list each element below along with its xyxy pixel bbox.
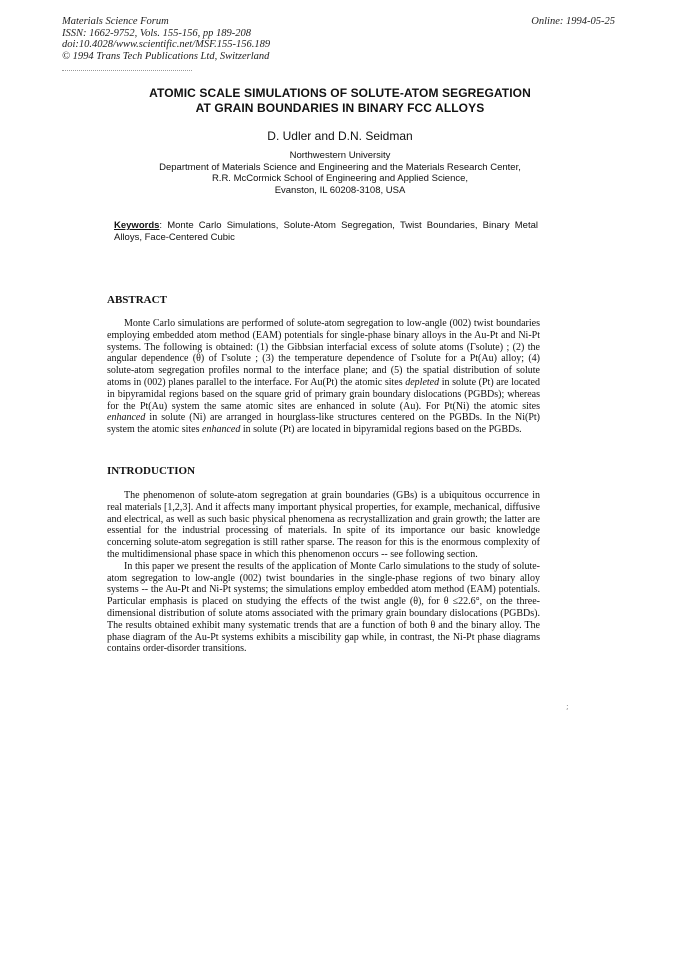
title-line-1: ATOMIC SCALE SIMULATIONS OF SOLUTE-ATOM SEGREGATION (149, 86, 531, 100)
affiliation (60, 150, 620, 196)
keywords (114, 220, 538, 244)
introduction-heading: INTRODUCTION (107, 465, 196, 477)
abstract-emphasis-3: enhanced (202, 424, 241, 436)
abstract-text-3: in solute (Ni) are arranged in hourglass-like structures centered on the PGBDs. In the Ni(Pt) system the atomic sites (107, 412, 540, 436)
affiliation-line-3: R.R. McCormick School of Engineering and Applied Science, (211, 173, 469, 184)
keywords-text: : Monte Carlo Simulations, Solute-Atom Segregation, Twist Boundaries, Binary Metal Alloys, Face-Centered Cubic (114, 220, 538, 243)
abstract-text-1: Monte Carlo simulations are performed of solute-atom segregation to low-angle (002) twist boundaries employing embedded atom method (EAM) potentials for single-phase binary alloys in the Au-Pt and Ni-Pt systems. The following is obtained: (1) the Gibbsian interfacial excess of solute atoms (Γsolute) ; (2) the angular dependence (θ) of Γsolute ; (3) the temperature dependence of Γsolute for a Pt(Au) alloy; (4) solute-atom segregation profiles normal to the interface plane; and (5) the spatial distribution of solute atoms in (002) planes parallel to the interface. For Au(Pt) the atomic sites (107, 318, 540, 388)
affiliation-line-1: Northwestern University (289, 150, 391, 161)
title-line-2: AT GRAIN BOUNDARIES IN BINARY FCC ALLOYS (195, 101, 485, 115)
journal-name: Materials Science Forum (62, 16, 169, 27)
copyright-line: © 1994 Trans Tech Publications Ltd, Switzerland (62, 50, 270, 62)
abstract-text-2: in solute (Pt) are located in bipyramidal regions based on the square grid of primary grain boundary dislocations (PGBDs); whereas for the Pt(Au) system the same atomic sites are enhanced in solute (Au). For Pt(Ni) the atomic sites (107, 376, 540, 412)
intro-paragraph-1: The phenomenon of solute-atom segregation at grain boundaries (GBs) is a ubiquitous occurrence in real materials [1,2,3]. And it affects many important physical properties, for example, mechanical, diffusive and electrical, as well as such basic physical phenomena as recrystallization and grain growth; the latter are essential for the industrial processing of materials. In spite of its importance our basic knowledge concerning solute-atom segregation is still rather sparse. The reason for this is the enormous complexity of the multidimensional phase space in which this phenomenon occurs -- see following section. (107, 490, 540, 560)
intro-paragraph-2: In this paper we present the results of the application of Monte Carlo simulations to the study of solute-atom segregation to low-angle (002) twist boundaries in the single-phase regions of two binary alloy systems -- the Au-Pt and Ni-Pt systems; the simulations employ embedded atom method (EAM) potentials. Particular emphasis is placed on studying the effects of the twist angle (θ), for θ ≤22.6°, on the three-dimensional distribution of solute atoms associated with the primary grain boundary dislocations (PGBDs). The results obtained exhibit many systematic trends that are a function of both θ and the binary alloy. The phase diagram of the Au-Pt systems exhibits a miscibility gap while, in contrast, the Ni-Pt phase diagrams contains order-disorder transitions. (107, 560, 540, 655)
abstract-body (107, 318, 540, 436)
doi-link[interactable]: doi:10.4028/www.scientific.net/MSF.155-156.189 (62, 39, 271, 50)
introduction-body (107, 490, 540, 655)
abstract-text-4: in solute (Pt) are located in bipyramidal regions based on the PGBDs. (240, 424, 522, 436)
abstract-paragraph (107, 318, 540, 436)
online-date: Online: 1994-05-25 (531, 16, 615, 27)
journal-header (62, 16, 270, 62)
authors: D. Udler and D.N. Seidman (267, 129, 413, 143)
affiliation-line-4: Evanston, IL 60208-3108, USA (274, 184, 406, 196)
issn-line: ISSN: 1662-9752, Vols. 155-156, pp 189-208 (62, 27, 251, 39)
abstract-heading: ABSTRACT (107, 294, 167, 306)
abstract-emphasis-1: depleted (405, 376, 440, 388)
header-divider (62, 70, 192, 71)
paper-title (60, 86, 620, 116)
affiliation-line-2: Department of Materials Science and Engineering and the Materials Research Center, (159, 161, 521, 173)
stray-mark: ; (566, 702, 569, 711)
abstract-emphasis-2: enhanced (107, 412, 146, 424)
keywords-label: Keywords (114, 220, 160, 231)
